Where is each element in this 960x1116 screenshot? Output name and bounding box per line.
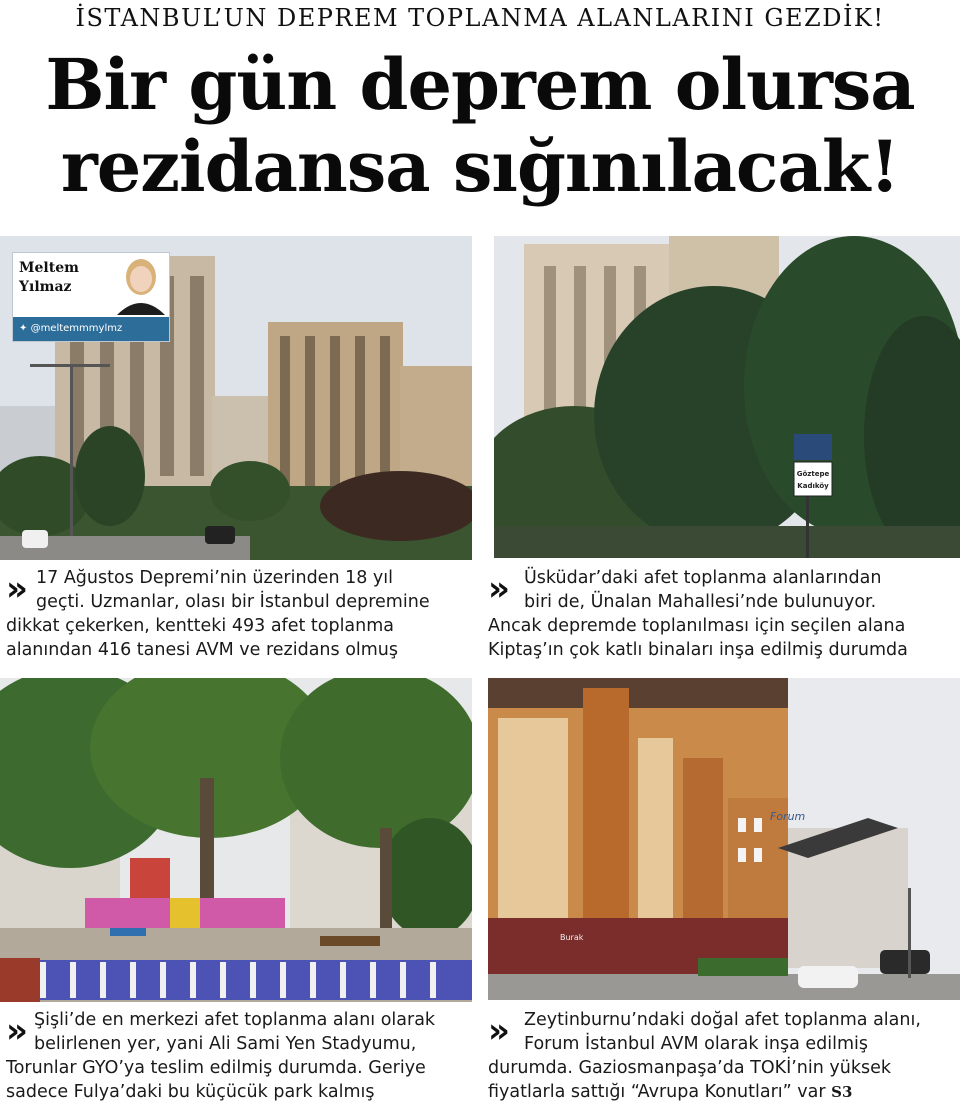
caption-line: Ancak depremde toplanılması için seçilen alana [488, 616, 906, 636]
double-chevron-icon: » [488, 569, 502, 609]
caption-line: geçti. Uzmanlar, olası bir İstanbul depremine [36, 592, 430, 612]
author-byline [12, 252, 170, 342]
twitter-handle-bar [13, 317, 169, 341]
caption-line: Üsküdar’daki afet toplanma alanlarından [524, 568, 882, 588]
caption-line: belirlenen yer, yani Ali Sami Yen Stadyumu, [34, 1034, 417, 1054]
author-photo [111, 255, 169, 315]
kicker: İSTANBUL’UN DEPREM TOPLANMA ALANLARINI GEZDİK! [75, 4, 885, 32]
caption-line: dikkat çekerken, kentteki 493 afet toplanma [6, 616, 395, 636]
caption-top-right [488, 566, 958, 662]
caption-bottom-right [488, 1008, 958, 1104]
caption-bottom-left [6, 1008, 476, 1104]
photo-fulya-park [0, 678, 472, 1002]
headline [0, 44, 960, 208]
photo-uskudar-trees [494, 236, 960, 558]
double-chevron-icon: » [6, 1011, 20, 1051]
caption-line: 17 Ağustos Depremi’nin üzerinden 18 yıl [36, 568, 394, 588]
page-reference: S3 [831, 1083, 853, 1101]
caption-line: durumda. Gaziosmanpaşa’da TOKİ’nin yüksek [488, 1058, 892, 1078]
double-chevron-icon: » [488, 1011, 502, 1051]
caption-line: Zeytinburnu’ndaki doğal afet toplanma alanı, [524, 1010, 921, 1030]
caption-top-left [6, 566, 472, 662]
sign-line-2: Kadıköy [797, 482, 829, 490]
photo-forum-istanbul-mall [488, 678, 960, 1000]
caption-line: Şişli’de en merkezi afet toplanma alanı olarak [34, 1010, 436, 1030]
headline-line-1: Bir gün deprem olursa [45, 43, 915, 126]
caption-line: Forum İstanbul AVM olarak inşa edilmiş [524, 1034, 869, 1054]
author-last-name: Yılmaz [19, 279, 72, 295]
store-sign: Burak [560, 933, 584, 942]
twitter-bird-icon: ✦ [19, 323, 31, 334]
mall-sign: Forum [770, 810, 806, 823]
twitter-handle: @meltemmmylmz [30, 323, 123, 334]
caption-line: sadece Fulya’daki bu küçücük park kalmış [6, 1082, 375, 1102]
author-first-name: Meltem [19, 260, 79, 276]
caption-line: Torunlar GYO’ya teslim edilmiş durumda. Geriye [6, 1058, 426, 1078]
caption-line: biri de, Ünalan Mahallesi’nde bulunuyor. [524, 592, 877, 612]
headline-line-2: rezidansa sığınılacak! [60, 125, 900, 208]
caption-line: Kiptaş’ın çok katlı binaları inşa edilmiş durumda [488, 640, 908, 660]
caption-line: fiyatlarla sattığı “Avrupa Konutları” var [488, 1082, 826, 1102]
caption-line: alanından 416 tanesi AVM ve rezidans olmuş [6, 640, 399, 660]
author-name [19, 259, 79, 297]
sign-line-1: Göztepe [796, 470, 830, 478]
double-chevron-icon: » [6, 569, 20, 609]
